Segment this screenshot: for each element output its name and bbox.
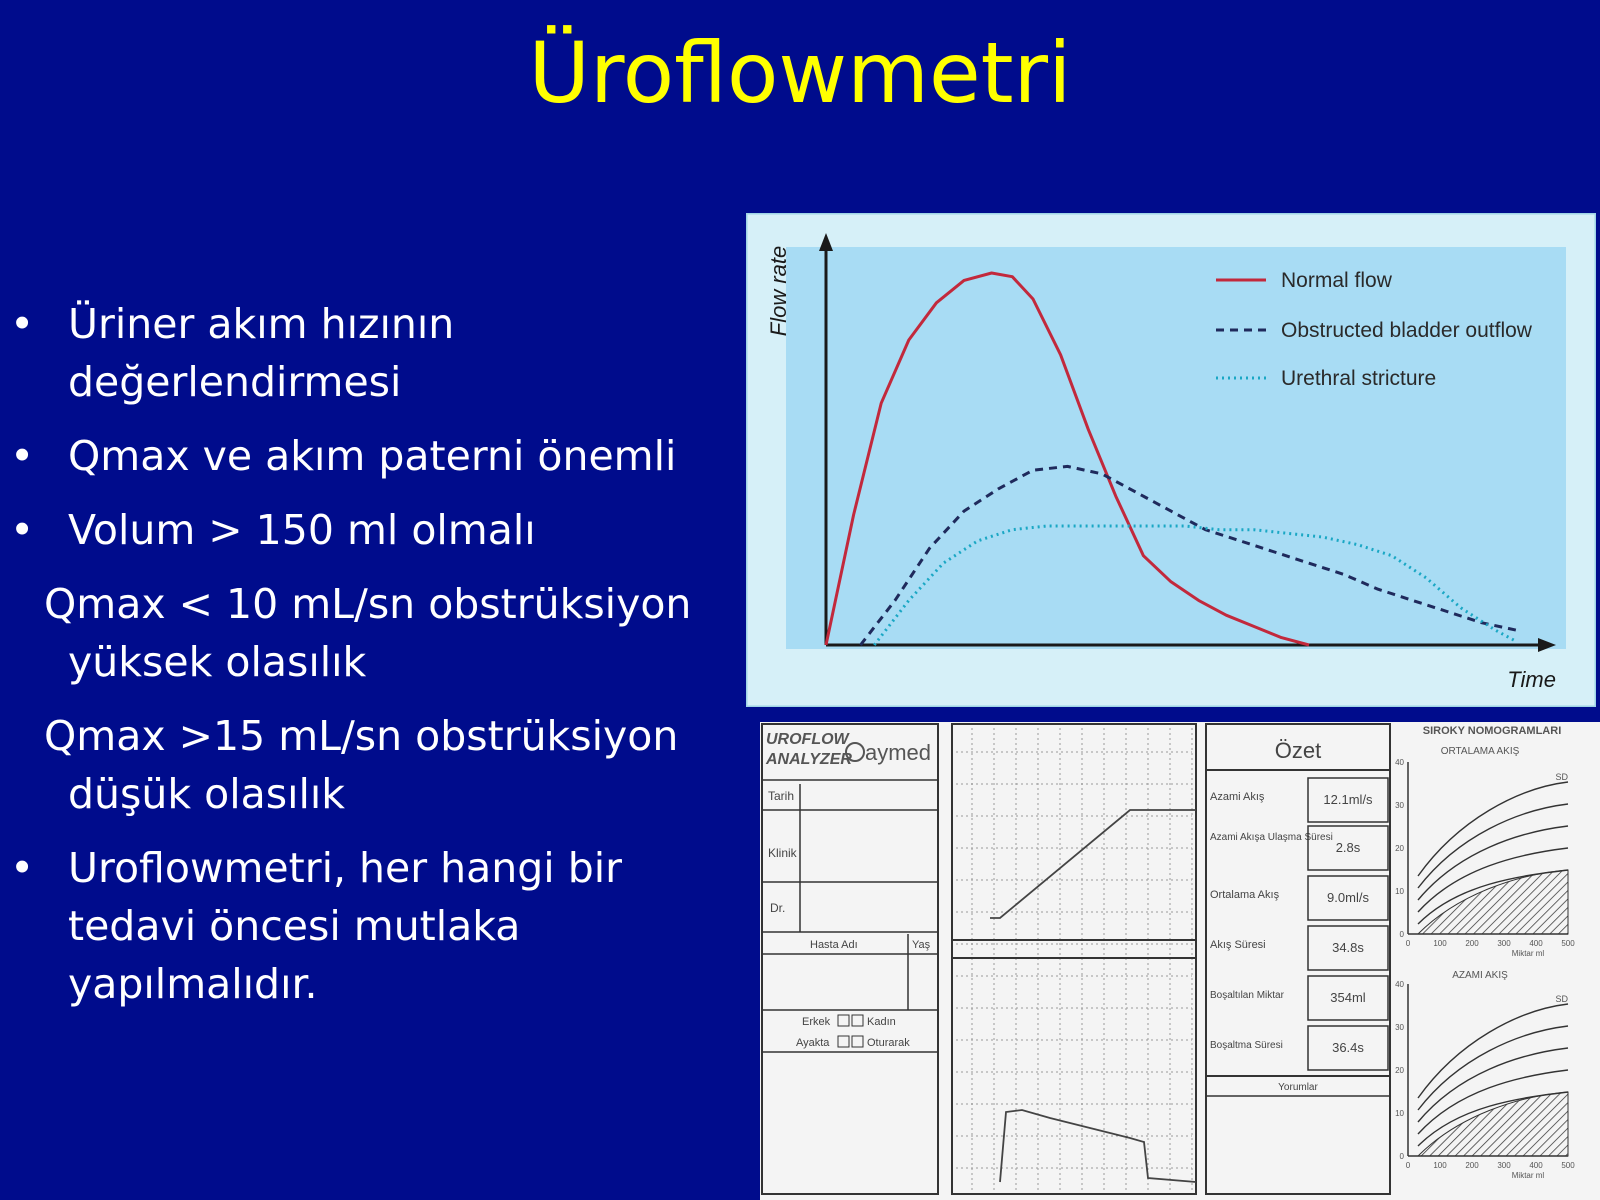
summary-value: 354ml <box>1330 990 1366 1005</box>
nomogram-y-tick: 10 <box>1395 887 1404 896</box>
summary-title: Özet <box>1274 738 1322 763</box>
bullet-item <box>0 839 740 1013</box>
bullet-text: yapılmalıdır. <box>68 960 318 1008</box>
bullet-text: tedavi öncesi mutlaka <box>68 902 521 950</box>
summary-label: Boşaltma Süresi <box>1210 1040 1283 1051</box>
bullet-marker: • <box>10 300 35 348</box>
nomogram-y-tick: 40 <box>1395 758 1404 767</box>
summary-label: Akış Süresi <box>1210 939 1266 951</box>
nomogram-x-tick: 500 <box>1561 939 1575 948</box>
bullet-text: Uroflowmetri, her hangi bir <box>68 844 622 892</box>
x-axis-label: Time <box>1507 667 1556 692</box>
logo-line-2: ANALYZER <box>766 751 852 768</box>
uroflow-printout <box>760 722 1600 1200</box>
nomogram-x-tick: 300 <box>1497 939 1511 948</box>
nomogram-title: SIROKY NOMOGRAMLARI <box>1422 725 1562 737</box>
legend-label-normal: Normal flow <box>1281 269 1392 292</box>
nomogram-y-tick: 30 <box>1395 1023 1404 1032</box>
nomogram-y-tick: 20 <box>1395 1066 1404 1075</box>
summary-label: Ortalama Akış <box>1210 889 1280 901</box>
summary-value: 36.4s <box>1332 1040 1364 1055</box>
field-ayakta: Ayakta <box>796 1037 830 1049</box>
sub-text: yüksek olasılık <box>68 638 367 686</box>
bullet-text: değerlendirmesi <box>68 358 402 406</box>
sub-text: Qmax < 10 mL/sn obstrüksiyon <box>44 580 692 628</box>
field-yas: Yaş <box>912 939 931 951</box>
nomogram-y-tick: 0 <box>1399 1152 1404 1161</box>
nomogram-percentile-label: SD <box>1555 994 1568 1004</box>
field-klinik: Klinik <box>768 846 797 860</box>
field-oturarak: Oturarak <box>867 1037 910 1049</box>
flow-chart <box>746 213 1596 707</box>
bullet-marker: • <box>10 844 35 892</box>
nomogram-y-tick: 10 <box>1395 1109 1404 1118</box>
brand-name: aymed <box>865 740 932 765</box>
nomogram-x-tick: 0 <box>1405 1161 1411 1170</box>
summary-value: 12.1ml/s <box>1323 792 1373 807</box>
summary-value: 9.0ml/s <box>1327 890 1369 905</box>
bullet-item <box>0 427 740 485</box>
nomogram-max-title: AZAMI AKIŞ <box>1452 970 1508 981</box>
bullet-list <box>0 295 740 1013</box>
nomogram-x-label: Miktar ml <box>1511 949 1545 958</box>
sub-item <box>0 707 740 823</box>
legend-label-obstructed: Obstructed bladder outflow <box>1281 319 1532 342</box>
field-tarih: Tarih <box>768 789 795 803</box>
nomogram-x-tick: 400 <box>1529 939 1543 948</box>
summary-label: Azami Akışa Ulaşma Süresi <box>1210 832 1333 843</box>
bullet-item <box>0 295 740 411</box>
sub-item <box>0 575 740 691</box>
nomogram-x-tick: 400 <box>1529 1161 1543 1170</box>
field-kadin: Kadın <box>867 1016 896 1028</box>
bullet-text: Üriner akım hızının <box>68 300 455 348</box>
y-axis-label: Flow rate <box>766 245 791 337</box>
nomogram-y-tick: 20 <box>1395 844 1404 853</box>
bullet-text: Volum > 150 ml olmalı <box>68 506 536 554</box>
sub-text: Qmax >15 mL/sn obstrüksiyon <box>44 712 679 760</box>
bullet-item <box>0 501 740 559</box>
nomogram-avg-title: ORTALAMA AKIŞ <box>1440 746 1520 757</box>
nomogram-x-tick: 500 <box>1561 1161 1575 1170</box>
sub-text: düşük olasılık <box>68 770 346 818</box>
nomogram-x-tick: 100 <box>1433 939 1447 948</box>
comment-label: Yorumlar <box>1278 1082 1318 1093</box>
summary-value: 34.8s <box>1332 940 1364 955</box>
nomogram-x-tick: 200 <box>1465 1161 1479 1170</box>
summary-value: 2.8s <box>1335 840 1361 855</box>
nomogram-x-tick: 100 <box>1433 1161 1447 1170</box>
bullet-marker: • <box>10 506 35 554</box>
summary-label: Boşaltılan Miktar <box>1210 990 1284 1001</box>
nomogram-x-label: Miktar ml <box>1511 1171 1545 1180</box>
nomogram-x-tick: 0 <box>1405 939 1411 948</box>
nomogram-x-tick: 300 <box>1497 1161 1511 1170</box>
slide-title: Üroflowmetri <box>528 24 1072 122</box>
field-erkek: Erkek <box>802 1016 831 1028</box>
nomogram-x-tick: 200 <box>1465 939 1479 948</box>
nomogram-y-tick: 40 <box>1395 980 1404 989</box>
legend-label-stricture: Urethral stricture <box>1281 367 1437 390</box>
nomogram-y-tick: 0 <box>1399 930 1404 939</box>
nomogram-y-tick: 30 <box>1395 801 1404 810</box>
bullet-text: Qmax ve akım paterni önemli <box>68 432 677 480</box>
nomogram-percentile-label: SD <box>1555 772 1568 782</box>
field-dr: Dr. <box>770 901 786 915</box>
bullet-marker: • <box>10 432 35 480</box>
summary-label: Azami Akış <box>1210 791 1265 803</box>
logo-line-1: UROFLOW <box>766 731 849 748</box>
field-hasta-adi: Hasta Adı <box>810 939 858 951</box>
